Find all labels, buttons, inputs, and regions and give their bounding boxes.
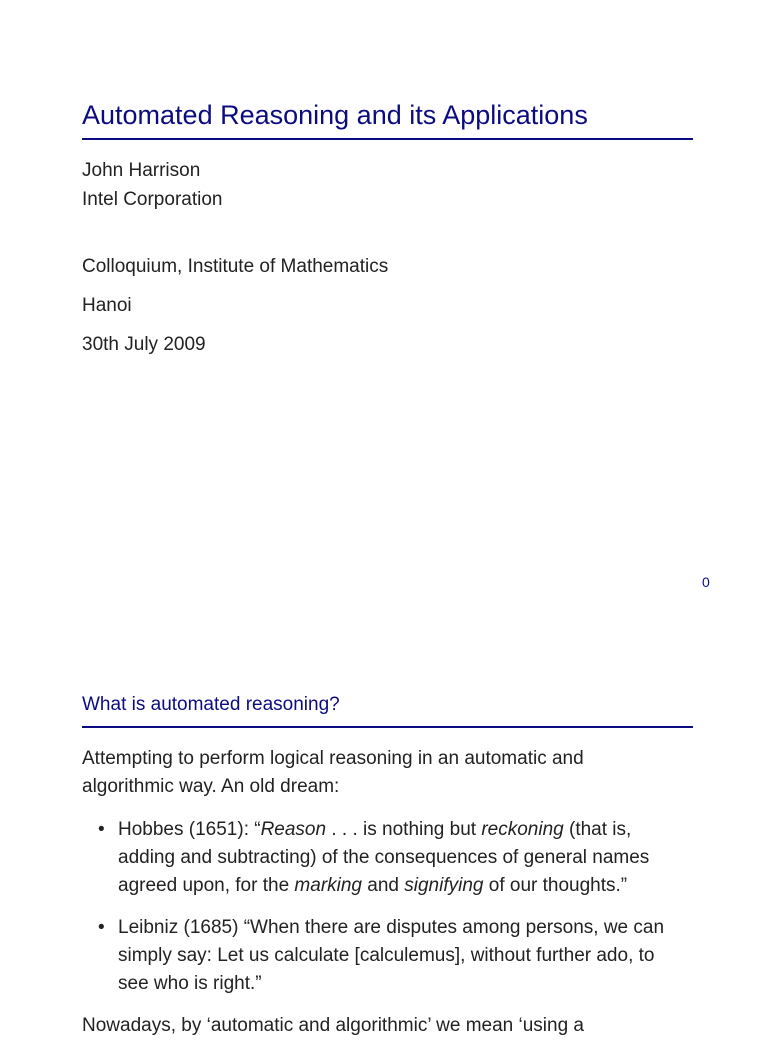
author-organization: Intel Corporation xyxy=(82,189,223,210)
event-name: Colloquium, Institute of Mathematics xyxy=(82,256,389,277)
event-date: 30th July 2009 xyxy=(82,334,206,355)
bullet-line: Leibniz (1685) “When there are disputes among persons, we can xyxy=(118,917,665,938)
bullet-line: simply say: Let us calculate [calculemus], without further ado, to xyxy=(118,945,655,966)
section-title: What is automated reasoning? xyxy=(82,692,693,728)
event-location: Hanoi xyxy=(82,295,132,316)
outro-paragraph xyxy=(82,1012,702,1040)
bullet-line: see who is right.” xyxy=(118,973,262,994)
bullet-icon: • xyxy=(98,917,105,938)
author-name: John Harrison xyxy=(82,160,201,181)
bullet-line: Hobbes (1651): “Reason . . . is nothing but reckoning (that is, xyxy=(118,819,632,840)
bullet-icon: • xyxy=(98,819,105,840)
intro-line: Attempting to perform logical reasoning in an automatic and xyxy=(82,748,584,769)
intro-line: algorithmic way. An old dream: xyxy=(82,776,340,797)
page-number: 0 xyxy=(702,574,710,590)
bullet-line: adding and subtracting) of the consequences of general names xyxy=(118,847,650,868)
bullet-line: agreed upon, for the marking and signifying of our thoughts.” xyxy=(118,875,628,896)
slide-title: Automated Reasoning and its Applications xyxy=(82,96,693,140)
outro-line: Nowadays, by ‘automatic and algorithmic’ we mean ‘using a xyxy=(82,1015,584,1036)
intro-paragraph xyxy=(82,745,702,801)
